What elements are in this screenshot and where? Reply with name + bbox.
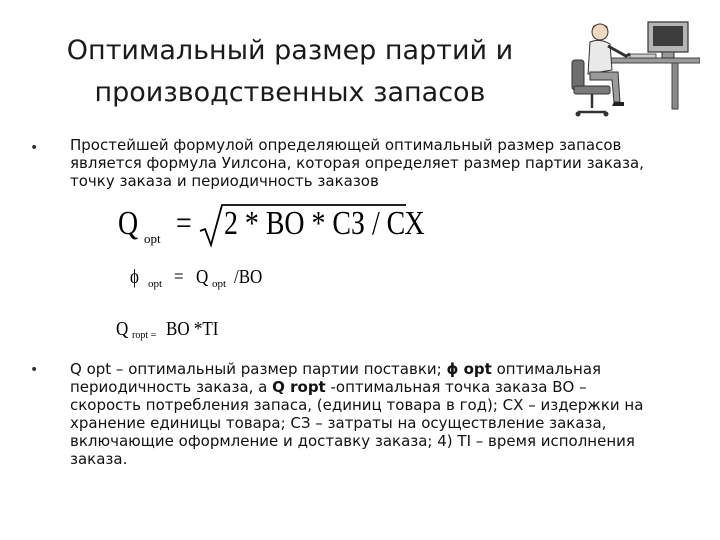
bullet-marker-1: • [30, 140, 39, 156]
bullet-marker-2: • [30, 362, 39, 378]
formula-q-ropt-symbol: Q [116, 318, 129, 340]
formula-phi-opt-symbol: ϕ [130, 266, 139, 288]
definitions-line-6: заказа. [70, 450, 128, 468]
formula-q-opt-symbol: Q [118, 205, 139, 242]
formula-phi-opt-q: Q [196, 266, 209, 288]
paragraph-intro-line-3: точку заказа и периодичность заказов [70, 172, 379, 190]
paragraph-intro-line-1: Простейшей формулой определяющей оптимальный размер запасов [70, 136, 622, 154]
definitions-line-2-tail: -оптимальная точка заказа ВО – [325, 378, 587, 396]
definitions-line-4: хранение единицы товара; СЗ – затраты на осуществление заказа, [70, 414, 607, 432]
formula-q-opt-equals: = [176, 205, 192, 242]
definitions-q-ropt: Q ropt [272, 378, 326, 396]
definitions-line-3: скорость потребления запаса, (единиц товара в год); СХ – издержки на [70, 396, 644, 414]
slide-title [40, 30, 540, 114]
office-worker-clipart [560, 14, 700, 118]
definitions-line-2 [70, 378, 690, 396]
definitions-line-1 [70, 360, 690, 378]
definitions-line-2-text: периодичность заказа, а [70, 378, 273, 396]
formula-phi-opt-subscript: opt [148, 278, 163, 290]
formula-q-opt-subscript: opt [144, 231, 161, 246]
slide-title-line-1: Оптимальный размер партий и [66, 35, 514, 66]
definitions-line-1-text: Q opt – оптимальный размер партии поставки; [70, 360, 447, 378]
formula-phi-opt-equals: = [174, 266, 184, 288]
formula-q-opt-expression: 2 * ВО * СЗ / СХ [224, 205, 425, 242]
definitions-line-5: включающие оформление и доставку заказа; 4) TI – время исполнения [70, 432, 635, 450]
definitions-phi-opt: ϕ opt [446, 360, 492, 378]
formula-q-ropt-subscript: ropt = [132, 330, 157, 341]
paragraph-intro-line-2: является формула Уилсона, которая определяет размер партии заказа, [70, 154, 644, 172]
paragraph-definitions [70, 360, 690, 468]
formula-phi-opt-divisor: /ВО [234, 266, 263, 288]
formula-phi-opt-q-subscript: opt [212, 278, 227, 290]
paragraph-intro [70, 136, 690, 190]
definitions-line-1-tail: оптимальная [491, 360, 602, 378]
formula-q-ropt-expression: ВО *TI [166, 318, 219, 340]
slide-title-line-2: производственных запасов [94, 77, 486, 108]
